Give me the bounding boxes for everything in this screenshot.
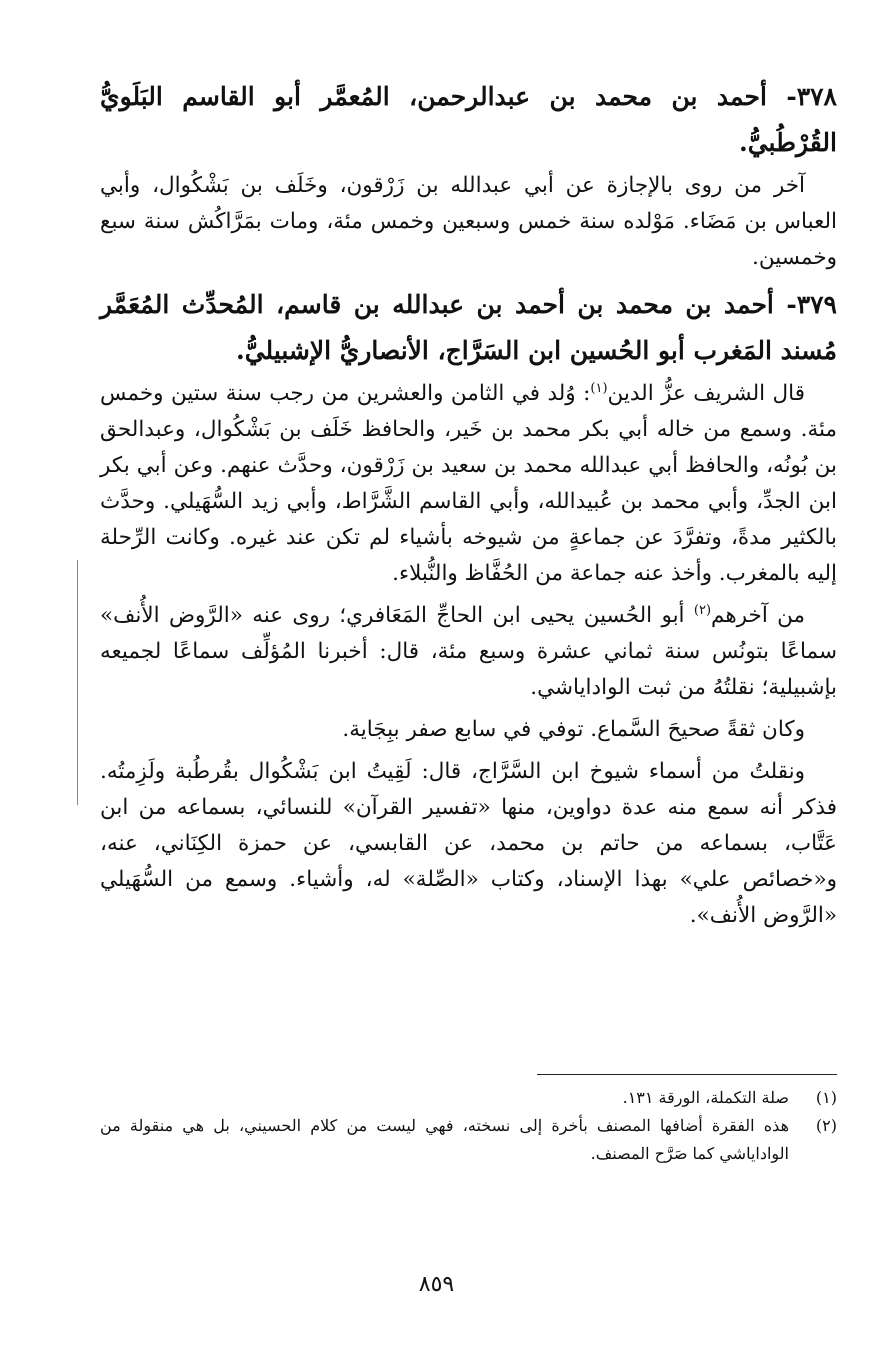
margin-line bbox=[77, 560, 78, 805]
footnote-text: هذه الفقرة أضافها المصنف بأخرة إلى نسخته، فهي ليست من كلام الحسيني، بل هي منقولة من الواداياشي كما صَرَّح المصنف. bbox=[100, 1116, 789, 1163]
paragraph-text: أبو الحُسين يحيى ابن الحاجِّ المَعَافري؛ روى عنه «الرَّوض الأُنف» سماعًا بتونُس سنة ثماني عشرة وسبع مئة، قال: أخبرنا المُؤلِّف سماعًا لجميعه بإشبيلية؛ نقلتُهُ من ثبت الواداياشي. bbox=[100, 603, 837, 700]
entry-379-paragraph-1 bbox=[100, 376, 837, 592]
paragraph-text: قال الشريف عزُّ الدين bbox=[607, 381, 805, 406]
footnote-number: (٢) bbox=[815, 1116, 837, 1135]
footnote-1 bbox=[100, 1084, 837, 1112]
entry-379-paragraph-3: وكان ثقةً صحيحَ السَّماع. توفي في سابع صفر ببِجَاية. bbox=[342, 717, 805, 742]
footnote-ref-1: (١) bbox=[590, 380, 608, 396]
entry-heading-378: ٣٧٨- أحمد بن محمد بن عبدالرحمن، المُعمَّر أبو القاسم البَلَويُّ القُرْطُبيُّ. bbox=[100, 82, 837, 157]
entry-379-paragraph-4: ونقلتُ من أسماء شيوخ ابن السَّرَّاج، قال: لَقِيتُ ابن بَشْكُوال بقُرطُبة ولَزِمتُه. فذكر أنه سمع منه عدة دواوين، منها «تفسير القرآن» للنسائي، بسماعه من ابن عَتَّاب، بسماعه من حاتم بن محمد، عن القابسي، عن حمزة الكِنَاني، عنه، و«خصائص علي» بهذا الإسناد، وكتاب «الصِّلة» له، وأشياء. وسمع من السُّهَيلي «الرَّوض الأُنف». bbox=[100, 759, 837, 928]
footnote-2 bbox=[100, 1112, 837, 1168]
entry-379-paragraph-2 bbox=[100, 598, 837, 706]
page-number: ٨٥٩ bbox=[418, 1272, 455, 1297]
page-body bbox=[100, 74, 837, 1368]
paragraph-text: من آخرهم bbox=[711, 603, 805, 628]
footnote-text: صلة التكملة، الورقة ١٣١. bbox=[622, 1088, 789, 1107]
entry-heading-379: ٣٧٩- أحمد بن محمد بن أحمد بن عبدالله بن قاسم، المُحدِّث المُعَمَّر مُسند المَغرب أبو الحُسين ابن السَرَّاج، الأنصاريُّ الإشبيليُّ. bbox=[100, 290, 837, 365]
footnotes bbox=[100, 1084, 837, 1168]
entry-378-paragraph: آخر من روى بالإجازة عن أبي عبدالله بن زَرْقون، وخَلَف بن بَشْكُوال، وأبي العباس بن مَضَاء. مَوْلده سنة خمس وسبعين وخمس مئة، ومات بمَرَّاكُش سنة سبع وخمسين. bbox=[100, 173, 837, 270]
footnote-ref-2: (٢) bbox=[693, 602, 712, 618]
footnote-number: (١) bbox=[815, 1088, 837, 1107]
footnote-divider bbox=[537, 1074, 837, 1075]
paragraph-text: : وُلد في الثامن والعشرين من رجب سنة ستين وخمس مئة. وسمع من خاله أبي بكر محمد بن خَير، والحافظ خَلَف بن بَشْكُوال، وعبدالحق بن بُونُه، والحافظ أبي عبدالله محمد بن سعيد بن زَرْقون، وحدَّث عنهم. وعن أبي بكر ابن الجدِّ، وأبي محمد بن عُبيدالله، وأبي القاسم الشَّرَّاط، وأبي زيد السُّهَيلي. وحدَّث بالكثير مدةً، وتفرَّدَ عن جماعةٍ من شيوخه بأشياء لم تكن عند غيره. وكانت الرِّحلة إليه بالمغرب. وأخذ عنه جماعة من الحُفَّاظ والنُّبلاء. bbox=[100, 381, 837, 586]
